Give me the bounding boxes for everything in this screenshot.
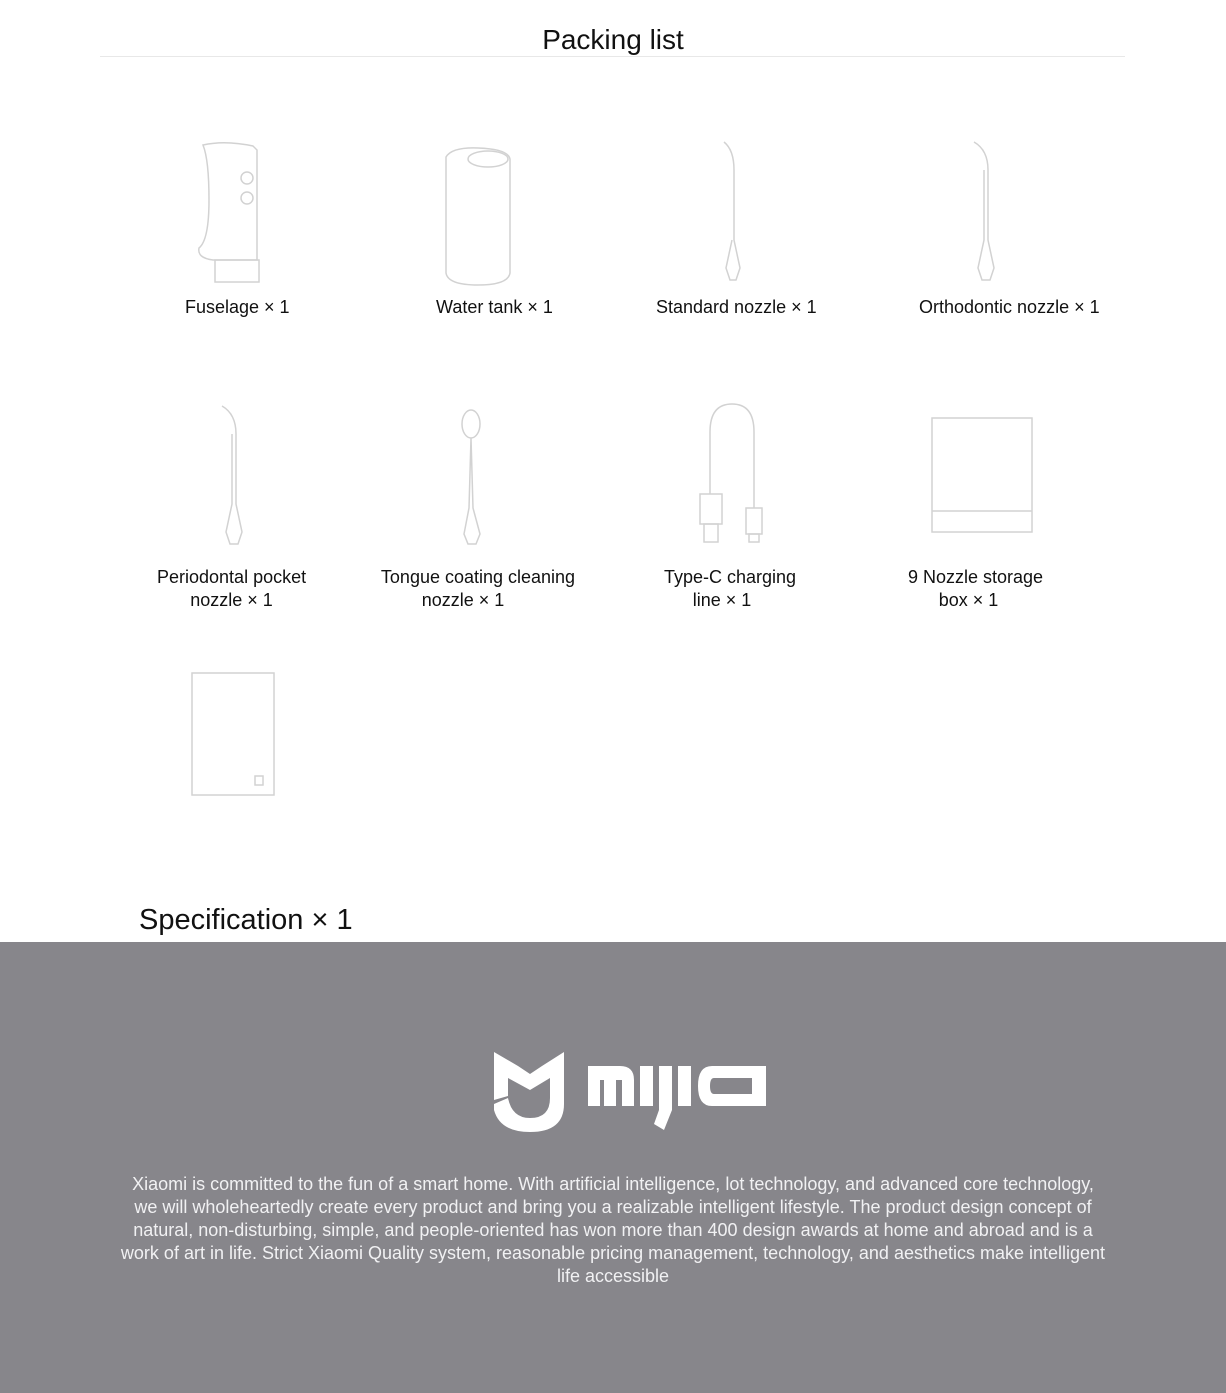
item-label: Standard nozzle × 1 [656, 297, 817, 317]
mijia-logo [490, 1048, 770, 1138]
item-label-line: Tongue coating cleaning [380, 567, 576, 587]
usb-cable-icon [696, 402, 766, 544]
divider [100, 56, 1125, 57]
item-label-line: line × 1 [692, 590, 752, 610]
page-title: Packing list [542, 24, 684, 55]
fuselage-icon [195, 140, 265, 286]
item-label-line: 9 Nozzle storage [907, 567, 1044, 587]
item-label: Water tank × 1 [436, 297, 553, 317]
item-label: Orthodontic nozzle × 1 [919, 297, 1100, 317]
tongue-nozzle-icon [458, 408, 488, 546]
item-label: Specification × 1 [139, 904, 353, 936]
item-label-line: box × 1 [938, 590, 999, 610]
standard-nozzle-icon [718, 140, 748, 285]
item-label [905, 566, 1046, 612]
item-label [157, 566, 306, 612]
brand-description: Xiaomi is committed to the fun of a smart home. With artificial intelligence, lot technology, and advanced core technology, we will wholeheartedly create every product and bring you a realizable intelligent lifestyle. The product design concept of natural, non-disturbing, simple, and people-oriented has won more than 400 design awards at home and abroad and is a work of art in life. Strict Xiaomi Quality system, reasonable pricing management, technology, and aesthetics make intelligent life accessible [120, 1174, 1106, 1286]
item-label [376, 566, 580, 612]
item-label [662, 566, 798, 612]
periodontal-nozzle-icon [218, 404, 248, 546]
water-tank-icon [442, 145, 514, 287]
item-label-line: nozzle × 1 [421, 590, 505, 610]
item-label-line: nozzle × 1 [190, 590, 273, 610]
item-label-line: Type-C charging [663, 567, 797, 587]
storage-box-icon [931, 417, 1035, 535]
orthodontic-nozzle-icon [970, 140, 1000, 285]
item-label-line: Periodontal pocket [157, 567, 307, 587]
brand-footer [0, 942, 1226, 1393]
manual-icon [191, 672, 277, 798]
item-label: Fuselage × 1 [185, 297, 290, 317]
